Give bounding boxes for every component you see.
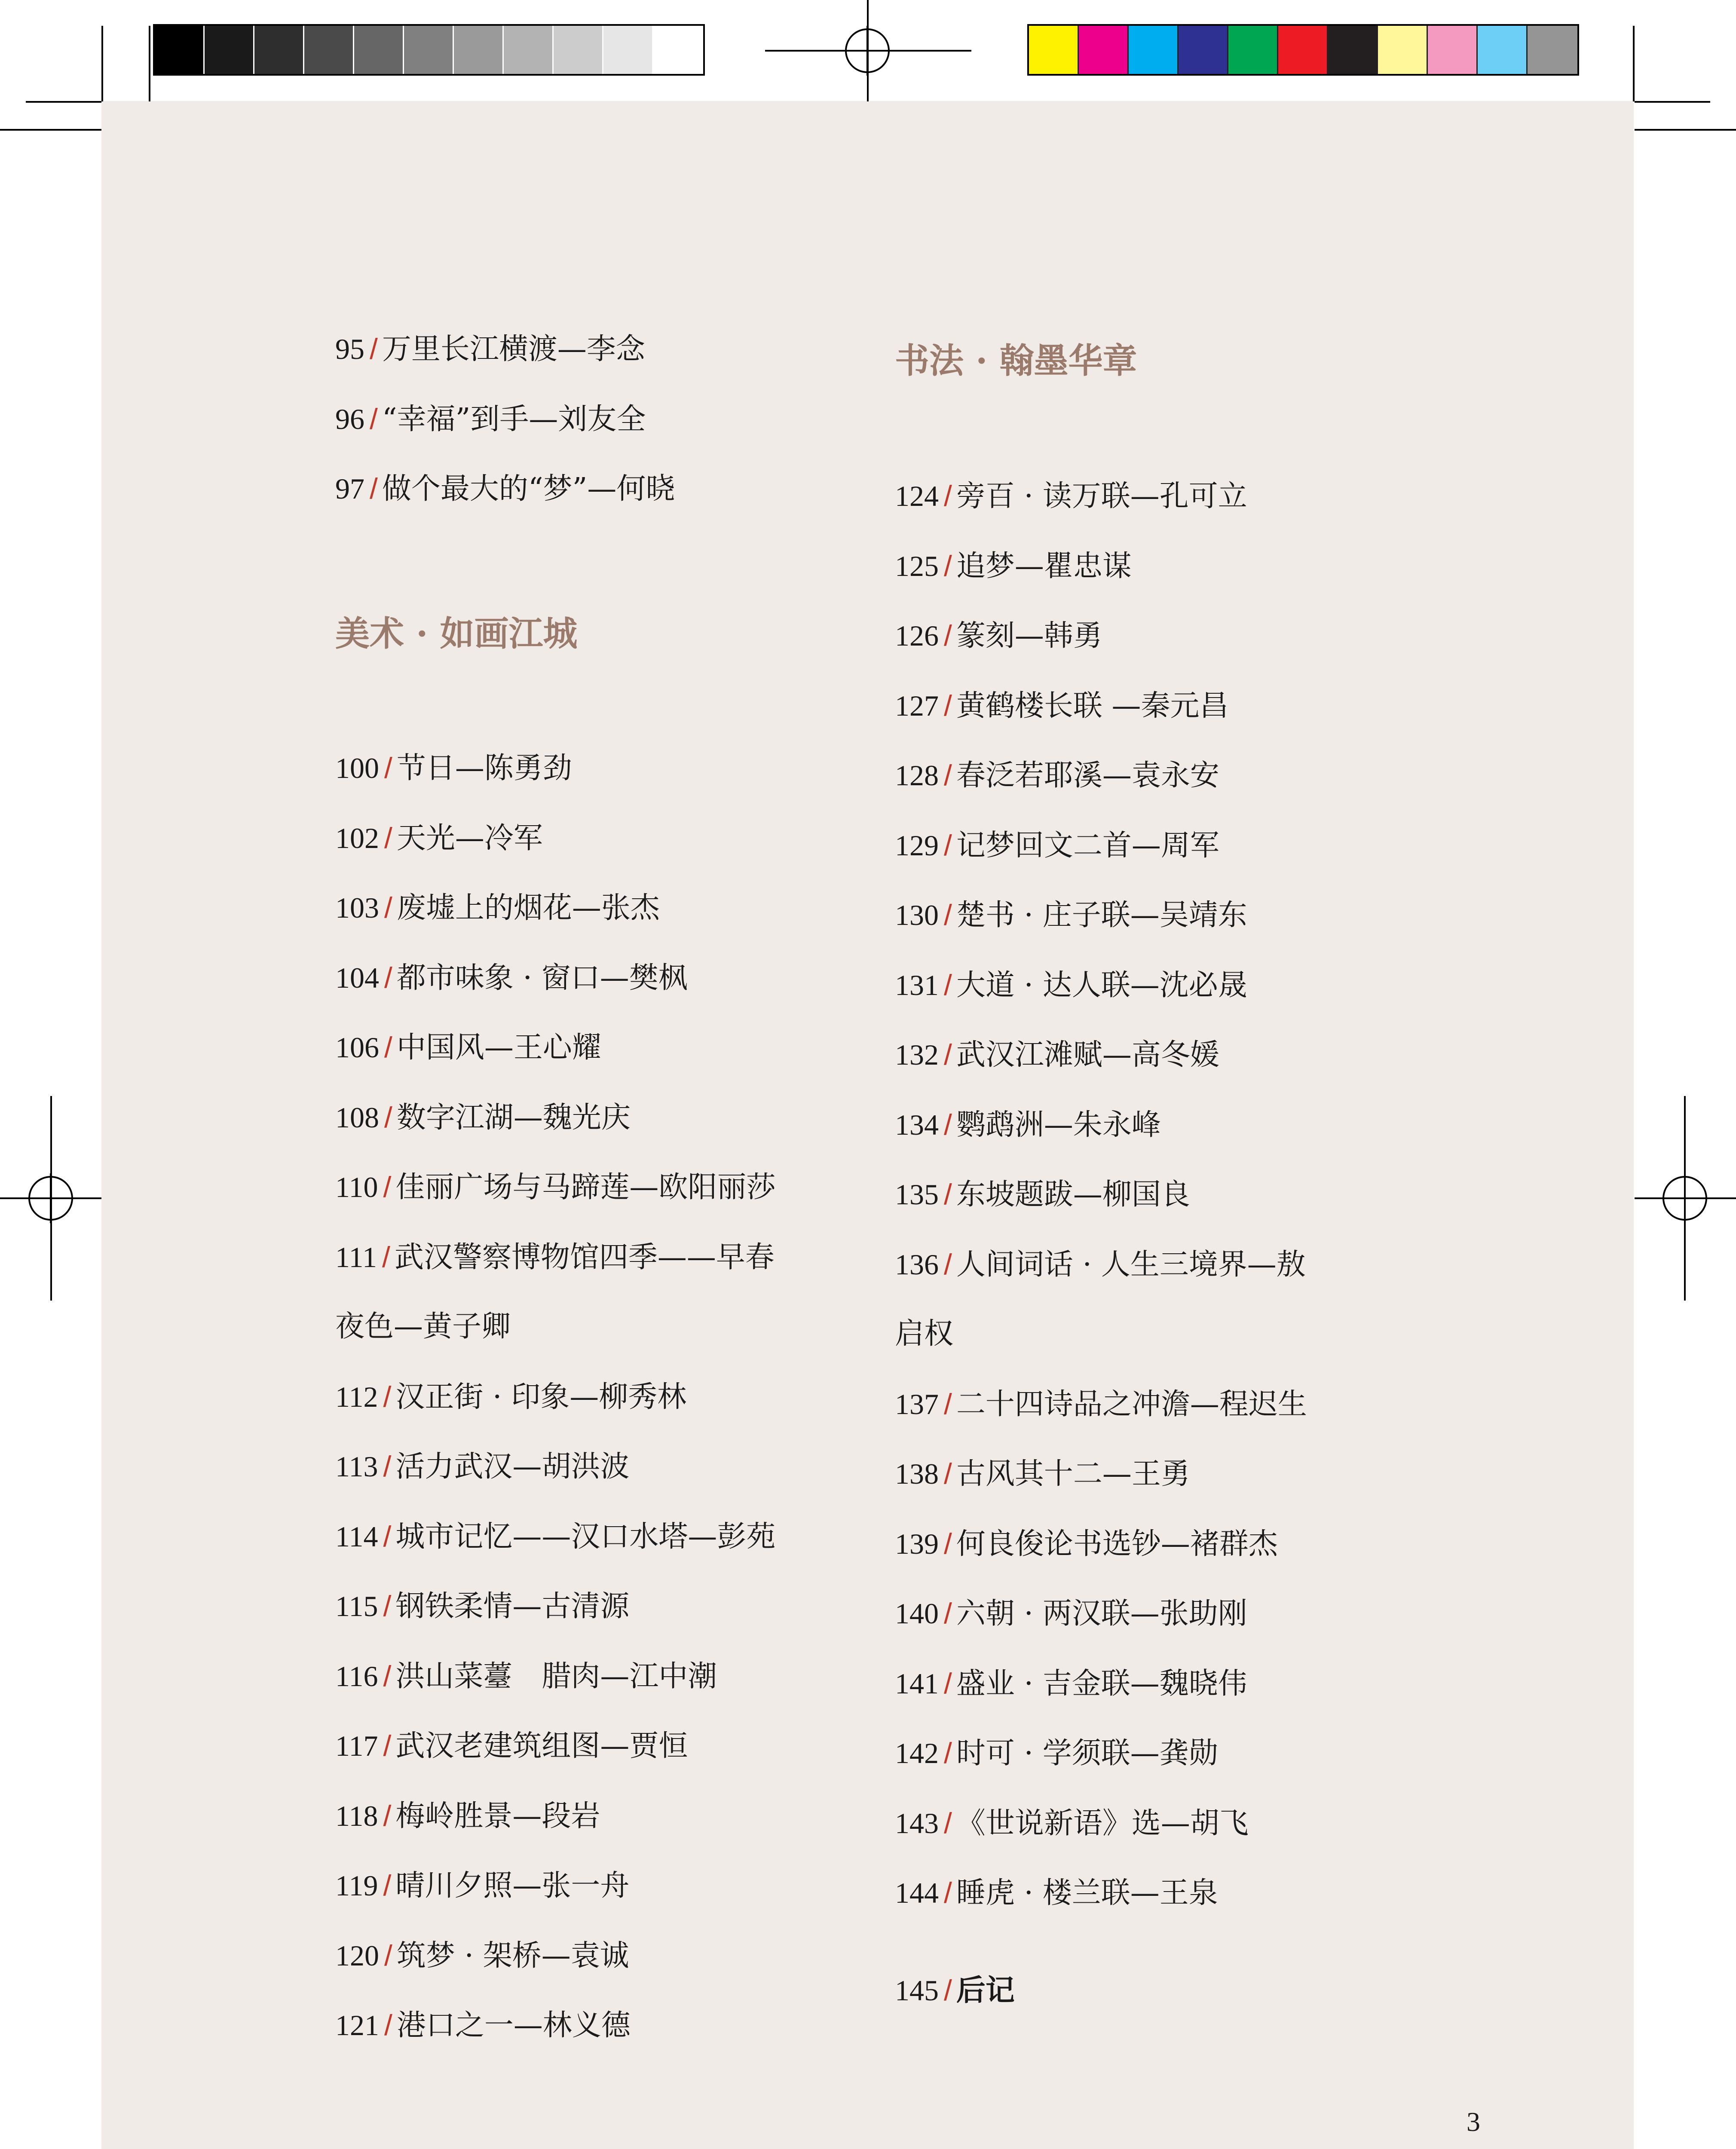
toc-separator: / bbox=[382, 1240, 390, 1273]
toc-page-number: 126 bbox=[895, 619, 939, 652]
toc-page-number: 116 bbox=[335, 1659, 378, 1693]
toc-title: 武汉江滩赋—高冬媛 bbox=[956, 1038, 1219, 1072]
toc-entry[interactable] bbox=[335, 471, 675, 507]
toc-page-number: 143 bbox=[895, 1806, 939, 1840]
toc-separator: / bbox=[944, 1248, 952, 1281]
toc-title: 大道 · 达人联—沈必晟 bbox=[956, 968, 1247, 1002]
toc-title: 都市味象 · 窗口—樊枫 bbox=[396, 961, 688, 995]
toc-page-number: 132 bbox=[895, 1038, 939, 1071]
toc-entry[interactable] bbox=[335, 1239, 775, 1276]
toc-separator: / bbox=[384, 961, 392, 994]
section-title-art: 美术 · 如画江城 bbox=[335, 613, 578, 654]
toc-entry[interactable] bbox=[895, 757, 1219, 794]
toc-title: 时可 · 学须联—龚勋 bbox=[956, 1736, 1218, 1770]
toc-title: 盛业 · 吉金联—魏晓伟 bbox=[956, 1666, 1247, 1701]
color-swatch bbox=[1528, 26, 1577, 74]
toc-title: 东坡题跋—柳国良 bbox=[956, 1178, 1190, 1212]
toc-page-number: 114 bbox=[335, 1520, 378, 1553]
toc-left-column bbox=[335, 0, 851, 2149]
toc-entry[interactable] bbox=[335, 960, 688, 996]
toc-title: 春泛若耶溪—袁永安 bbox=[956, 759, 1219, 793]
toc-entry[interactable] bbox=[335, 1099, 631, 1136]
toc-title: 武汉警察博物馆四季——早春 bbox=[394, 1240, 775, 1274]
toc-page-number: 102 bbox=[335, 821, 379, 854]
toc-page-number: 103 bbox=[335, 891, 379, 924]
toc-entry[interactable] bbox=[895, 897, 1247, 934]
toc-entry[interactable] bbox=[895, 1665, 1247, 1702]
toc-separator: / bbox=[383, 1520, 392, 1553]
toc-title: 洪山菜薹 腊肉—江中潮 bbox=[395, 1659, 717, 1693]
toc-page-number: 130 bbox=[895, 899, 939, 931]
toc-separator: / bbox=[384, 1939, 392, 1972]
toc-page-number: 100 bbox=[335, 752, 379, 784]
toc-title: 追梦—瞿忠谋 bbox=[956, 549, 1132, 583]
toc-entry[interactable] bbox=[895, 618, 1102, 654]
toc-page-number: 135 bbox=[895, 1178, 939, 1211]
reg-line-top-v bbox=[867, 0, 869, 101]
toc-page-number: 120 bbox=[335, 1939, 379, 1972]
toc-title: 钢铁柔情—古清源 bbox=[395, 1589, 630, 1623]
color-swatch bbox=[155, 26, 205, 74]
toc-entry[interactable] bbox=[335, 1448, 629, 1485]
toc-separator: / bbox=[944, 1108, 952, 1141]
toc-title: 节日—陈勇劲 bbox=[396, 751, 572, 785]
toc-title: 数字江湖—魏光庆 bbox=[396, 1100, 631, 1135]
reg-line-left-h bbox=[0, 1197, 101, 1199]
toc-entry[interactable] bbox=[335, 1867, 629, 1904]
toc-entry[interactable] bbox=[335, 401, 646, 438]
toc-separator: / bbox=[383, 1590, 392, 1622]
toc-title: 鹦鹉洲—朱永峰 bbox=[956, 1108, 1161, 1142]
toc-title: 旁百 · 读万联—孔可立 bbox=[956, 479, 1247, 513]
toc-entry[interactable] bbox=[895, 1246, 1306, 1283]
toc-separator: / bbox=[944, 1877, 952, 1909]
toc-separator: / bbox=[944, 1806, 952, 1840]
toc-entry[interactable] bbox=[335, 820, 543, 857]
crop-mark-tl-v bbox=[101, 26, 103, 101]
toc-title: 中国风—王心耀 bbox=[396, 1031, 601, 1065]
toc-entry[interactable] bbox=[335, 1798, 600, 1834]
toc-entry[interactable] bbox=[895, 478, 1247, 514]
toc-title: 黄鹤楼长联 —秦元昌 bbox=[956, 689, 1229, 723]
toc-title: 城市记忆——汉口水塔—彭苑 bbox=[395, 1519, 776, 1554]
toc-page-number: 145 bbox=[895, 1974, 939, 2007]
toc-separator: / bbox=[944, 480, 952, 512]
toc-title: 记梦回文二首—周军 bbox=[956, 828, 1219, 863]
toc-title: 港口之一—林义德 bbox=[396, 2008, 631, 2042]
toc-entry[interactable] bbox=[895, 1595, 1247, 1632]
toc-page-number: 142 bbox=[895, 1737, 939, 1769]
toc-title: 《世说新语》选—胡飞 bbox=[956, 1806, 1249, 1840]
toc-separator: / bbox=[944, 1974, 952, 2007]
toc-separator: / bbox=[383, 1380, 392, 1413]
color-swatch bbox=[205, 26, 254, 74]
toc-separator: / bbox=[944, 1667, 952, 1700]
toc-title: 废墟上的烟花—张杰 bbox=[396, 891, 660, 925]
toc-page-number: 144 bbox=[895, 1877, 939, 1909]
toc-separator: / bbox=[944, 549, 952, 582]
toc-page-number: 113 bbox=[335, 1450, 378, 1483]
toc-title: 何良俊论书选钞—褚群杰 bbox=[956, 1527, 1278, 1561]
toc-separator: / bbox=[370, 333, 378, 365]
toc-separator: / bbox=[384, 891, 392, 924]
toc-page-number: 117 bbox=[335, 1730, 378, 1762]
crop-mark-tr-h bbox=[1635, 101, 1710, 103]
toc-entry[interactable] bbox=[335, 331, 645, 367]
toc-page-number: 118 bbox=[335, 1799, 378, 1832]
toc-right-column bbox=[895, 0, 1411, 2149]
toc-separator: / bbox=[944, 829, 952, 862]
toc-title: 古风其十二—王勇 bbox=[956, 1457, 1190, 1491]
toc-separator: / bbox=[944, 1597, 952, 1630]
toc-page-number: 134 bbox=[895, 1108, 939, 1141]
toc-title: 筑梦 · 架桥—袁诚 bbox=[396, 1938, 629, 1973]
toc-entry[interactable] bbox=[895, 1735, 1218, 1772]
toc-page-number: 138 bbox=[895, 1457, 939, 1490]
toc-separator: / bbox=[370, 472, 378, 505]
color-swatch bbox=[1428, 26, 1478, 74]
toc-page-number: 141 bbox=[895, 1667, 939, 1700]
toc-title: 武汉老建筑组图—贾恒 bbox=[395, 1729, 688, 1763]
toc-page-number: 131 bbox=[895, 968, 939, 1001]
toc-page-number: 139 bbox=[895, 1527, 939, 1560]
crop-mark-tr-h2 bbox=[1635, 129, 1736, 131]
toc-page-number: 128 bbox=[895, 759, 939, 792]
toc-entry[interactable] bbox=[335, 2007, 631, 2044]
toc-separator: / bbox=[383, 1450, 392, 1483]
toc-page-number: 137 bbox=[895, 1387, 939, 1420]
toc-separator: / bbox=[944, 899, 952, 931]
toc-title: 六朝 · 两汉联—张助刚 bbox=[956, 1597, 1247, 1631]
toc-title: 汉正街 · 印象—柳秀林 bbox=[395, 1380, 687, 1414]
toc-title: 二十四诗品之冲澹—程迟生 bbox=[956, 1387, 1307, 1421]
toc-entry[interactable] bbox=[895, 1526, 1278, 1562]
crop-mark-tl-h bbox=[26, 101, 101, 103]
toc-separator: / bbox=[944, 1527, 952, 1560]
toc-separator: / bbox=[944, 619, 952, 652]
toc-title-continuation: 夜色—黄子卿 bbox=[335, 1310, 511, 1344]
toc-title: 活力武汉—胡洪波 bbox=[395, 1450, 630, 1484]
toc-separator: / bbox=[383, 1659, 392, 1693]
toc-entry[interactable] bbox=[335, 890, 660, 926]
toc-page-number: 119 bbox=[335, 1869, 378, 1902]
toc-separator: / bbox=[944, 759, 952, 792]
toc-separator: / bbox=[384, 2009, 392, 2042]
toc-page-number: 121 bbox=[335, 2009, 379, 2042]
page-number: 3 bbox=[1467, 2106, 1480, 2137]
toc-title: 万里长江横渡—李念 bbox=[382, 332, 645, 366]
toc-title: 天光—冷军 bbox=[396, 821, 543, 855]
toc-entry[interactable] bbox=[895, 1805, 1249, 1842]
color-swatch bbox=[254, 26, 304, 74]
section-title-calligraphy: 书法 · 翰墨华章 bbox=[895, 340, 1137, 381]
toc-title: “幸福”到手—刘友全 bbox=[382, 402, 646, 436]
toc-title: 睡虎 · 楼兰联—王泉 bbox=[956, 1876, 1218, 1910]
toc-entry[interactable] bbox=[335, 1029, 601, 1066]
toc-separator: / bbox=[383, 1799, 392, 1832]
toc-separator: / bbox=[383, 1171, 392, 1203]
toc-entry[interactable] bbox=[335, 1518, 775, 1555]
reg-line-right-h bbox=[1635, 1197, 1736, 1199]
toc-page-number: 96 bbox=[335, 402, 364, 435]
toc-entry[interactable] bbox=[335, 1169, 775, 1206]
toc-separator: / bbox=[944, 1387, 952, 1420]
toc-entry[interactable] bbox=[895, 967, 1247, 1004]
toc-page-number: 115 bbox=[335, 1590, 378, 1622]
toc-page-number: 124 bbox=[895, 480, 939, 512]
toc-title: 人间词话 · 人生三境界—敖 bbox=[956, 1247, 1306, 1282]
toc-entry[interactable] bbox=[895, 827, 1219, 864]
toc-separator: / bbox=[384, 752, 392, 784]
toc-separator: / bbox=[383, 1869, 392, 1902]
toc-entry[interactable] bbox=[895, 1037, 1219, 1073]
toc-title: 梅岭胜景—段岩 bbox=[395, 1799, 600, 1833]
toc-title: 佳丽广场与马蹄莲—欧阳丽莎 bbox=[395, 1170, 776, 1204]
color-swatch bbox=[1478, 26, 1528, 74]
toc-title: 晴川夕照—张一舟 bbox=[395, 1869, 630, 1903]
toc-entry[interactable] bbox=[335, 1658, 717, 1695]
crop-mark-tl-v2 bbox=[149, 26, 150, 101]
toc-entry[interactable] bbox=[895, 1875, 1218, 1911]
toc-entry[interactable] bbox=[895, 1386, 1307, 1423]
toc-page-number: 97 bbox=[335, 472, 364, 505]
toc-separator: / bbox=[944, 968, 952, 1001]
toc-page-number: 127 bbox=[895, 689, 939, 722]
toc-separator: / bbox=[384, 821, 392, 854]
toc-page-number: 129 bbox=[895, 829, 939, 862]
toc-entry[interactable] bbox=[895, 1456, 1190, 1492]
toc-entry[interactable] bbox=[335, 1588, 629, 1625]
toc-separator: / bbox=[384, 1031, 392, 1064]
toc-title: 篆刻—韩勇 bbox=[956, 619, 1102, 653]
toc-entry[interactable] bbox=[895, 1972, 1015, 2009]
toc-page-number: 110 bbox=[335, 1171, 378, 1203]
toc-page-number: 140 bbox=[895, 1597, 939, 1630]
toc-entry[interactable] bbox=[895, 1176, 1190, 1213]
toc-title: 楚书 · 庄子联—吴靖东 bbox=[956, 898, 1247, 932]
toc-page-number: 108 bbox=[335, 1101, 379, 1134]
crop-mark-tl-h2 bbox=[0, 129, 101, 131]
toc-page-number: 125 bbox=[895, 549, 939, 582]
toc-separator: / bbox=[944, 1038, 952, 1071]
toc-entry[interactable] bbox=[895, 1107, 1161, 1143]
toc-separator: / bbox=[384, 1101, 392, 1134]
toc-page-number: 104 bbox=[335, 961, 379, 994]
toc-title: 做个最大的“梦”—何晓 bbox=[382, 472, 675, 506]
toc-separator: / bbox=[370, 402, 378, 435]
toc-entry[interactable] bbox=[335, 1728, 688, 1764]
toc-page-number: 112 bbox=[335, 1380, 378, 1413]
toc-separator: / bbox=[944, 689, 952, 722]
toc-separator: / bbox=[944, 1737, 952, 1769]
toc-page-number: 95 bbox=[335, 333, 364, 365]
toc-title: 后记 bbox=[956, 1973, 1015, 2008]
toc-separator: / bbox=[944, 1457, 952, 1490]
toc-entry[interactable] bbox=[335, 1938, 629, 1974]
toc-separator: / bbox=[944, 1178, 952, 1211]
toc-separator: / bbox=[383, 1730, 392, 1762]
crop-mark-tr-v bbox=[1633, 26, 1635, 101]
toc-page-number: 106 bbox=[335, 1031, 379, 1064]
toc-entry[interactable] bbox=[335, 1379, 686, 1415]
toc-entry[interactable] bbox=[335, 750, 572, 787]
toc-page-number: 111 bbox=[335, 1240, 377, 1273]
toc-entry[interactable] bbox=[895, 548, 1132, 585]
toc-entry[interactable] bbox=[895, 688, 1229, 724]
toc-page-number: 136 bbox=[895, 1248, 939, 1281]
toc-title-continuation: 启权 bbox=[895, 1317, 954, 1351]
